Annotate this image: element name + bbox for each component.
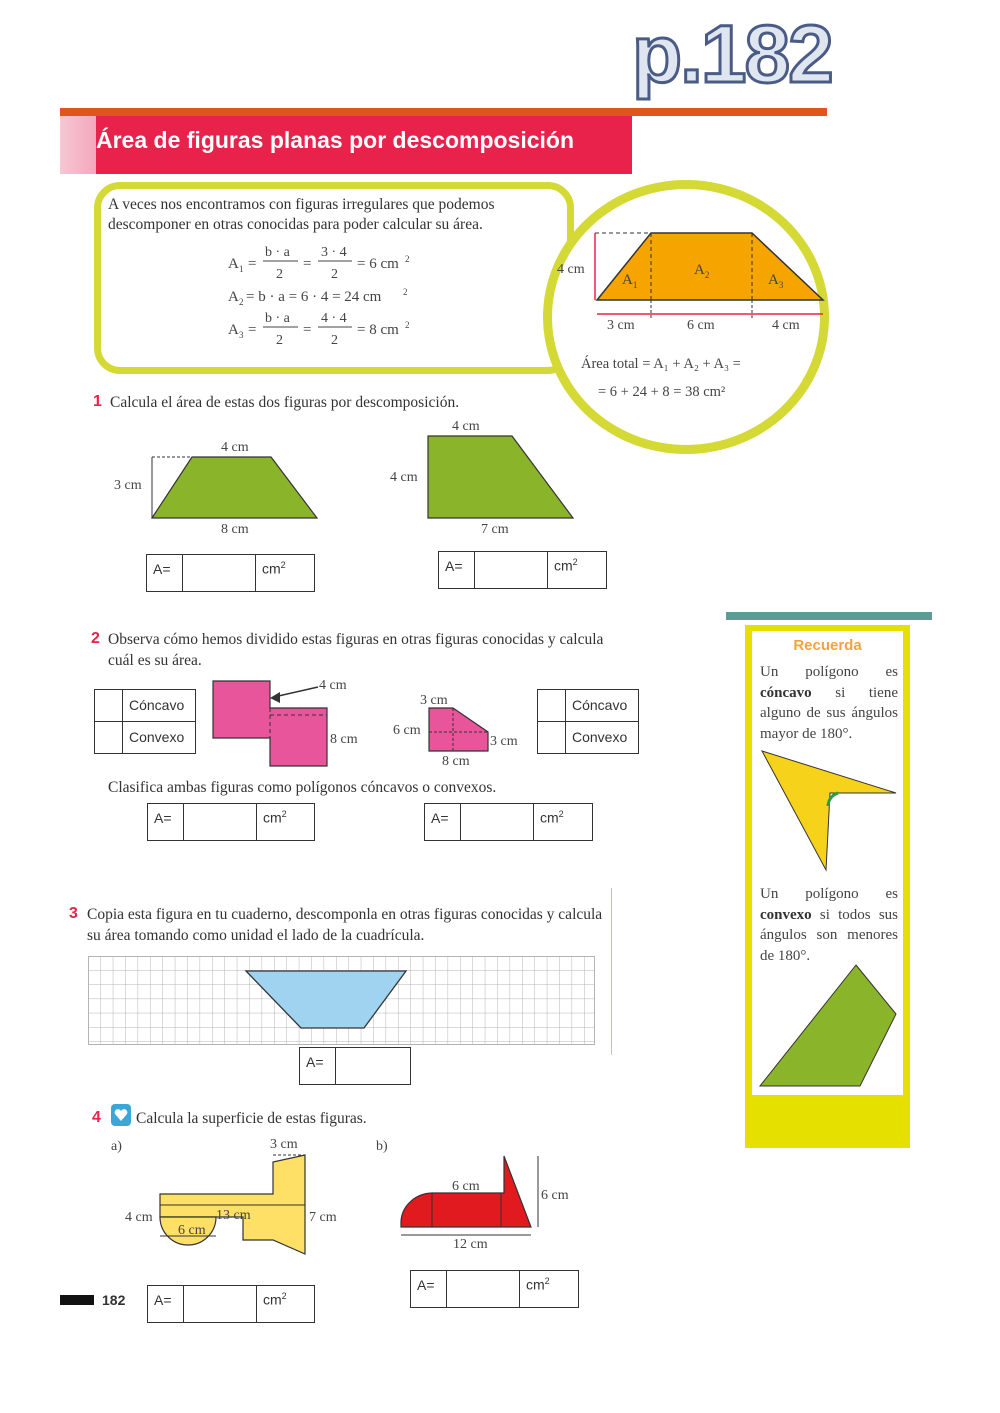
answer-unit: $cm^2$ bbox=[263, 1291, 287, 1308]
q2a-concave-checkbox[interactable] bbox=[95, 690, 123, 721]
answer-label: A= bbox=[300, 1048, 336, 1084]
svg-text:=: = bbox=[248, 322, 257, 338]
q1b-side-label: 4 cm bbox=[390, 470, 418, 485]
svg-text:2: 2 bbox=[403, 287, 408, 297]
q2-figure-b bbox=[426, 705, 492, 755]
q2-number: 2 bbox=[91, 630, 100, 647]
q3-grid-figure bbox=[88, 956, 596, 1046]
q4b-top-label: 6 cm bbox=[452, 1179, 480, 1194]
q1-figure-b bbox=[425, 433, 577, 521]
svg-text:A: A bbox=[228, 289, 239, 305]
q4a-answer-input[interactable] bbox=[184, 1286, 257, 1322]
footer-page-number: 182 bbox=[102, 1292, 126, 1308]
q4b-right-label: 6 cm bbox=[541, 1188, 569, 1203]
remember-convex-text: Un polígono es convexo si todos sus ángulos son menores de 180°. bbox=[760, 886, 898, 964]
q3-answer-input[interactable] bbox=[336, 1048, 408, 1084]
svg-text:= 8 cm: = 8 cm bbox=[357, 322, 399, 338]
svg-text:= b · a = 6 · 4 = 24 cm: = b · a = 6 · 4 = 24 cm bbox=[246, 289, 382, 305]
q2-text: Observa cómo hemos dividido estas figuras en otras figuras conocidas y calcula cuál es su área. bbox=[108, 631, 604, 669]
q4b-answer-box bbox=[410, 1270, 579, 1308]
q1b-bottom-label: 7 cm bbox=[481, 522, 509, 537]
remember-top-bar bbox=[726, 612, 932, 620]
svg-text:2: 2 bbox=[276, 333, 283, 348]
formula-a1 bbox=[228, 242, 428, 289]
formula-a3-svg bbox=[228, 308, 428, 350]
q2b-left-label: 6 cm bbox=[393, 723, 421, 738]
answer-label: A= bbox=[147, 555, 183, 591]
svg-text:2: 2 bbox=[331, 333, 338, 348]
q4a-answer-box bbox=[147, 1285, 315, 1323]
q3-text: Copia esta figura en tu cuaderno, descomponla en otras figuras conocidas y calcula su área tomando como unidad el lado de la cuadrícula. bbox=[87, 906, 603, 944]
q4a-label: a) bbox=[111, 1139, 122, 1154]
q2b-top-label: 3 cm bbox=[420, 693, 448, 708]
q1a-answer-box bbox=[146, 554, 315, 592]
q2a-convex-checkbox[interactable] bbox=[95, 722, 123, 753]
convex-label: Convexo bbox=[129, 729, 185, 745]
concave-polygon-illustration bbox=[758, 748, 900, 873]
q2b-bottom-label: 8 cm bbox=[442, 754, 470, 769]
q2b-answer-input[interactable] bbox=[461, 804, 534, 840]
q4a-middle-label: 13 cm bbox=[216, 1208, 251, 1223]
title-band bbox=[60, 108, 827, 116]
intro-text: A veces nos encontramos con figuras irregulares que podemos descomponer en otras conocidas para poder calcular su área. bbox=[108, 196, 495, 233]
answer-unit: $cm^2$ bbox=[263, 809, 287, 826]
svg-text:= 6 cm: = 6 cm bbox=[357, 256, 399, 272]
formula-a1-svg bbox=[228, 242, 428, 284]
q2-classify-text: Clasifica ambas figuras como polígonos cóncavos o convexos. bbox=[108, 779, 497, 796]
q2b-convex-checkbox[interactable] bbox=[538, 722, 566, 753]
page-label: p.182 bbox=[632, 9, 832, 100]
svg-text:3 · 4: 3 · 4 bbox=[321, 245, 347, 260]
remember-concave-text: Un polígono es cóncavo si tiene alguno de sus ángulos mayor de 180°. bbox=[760, 664, 898, 742]
svg-text:2: 2 bbox=[405, 254, 410, 264]
convex-polygon-illustration bbox=[756, 962, 902, 1090]
q3-divider bbox=[611, 888, 612, 1055]
q1-figure-a bbox=[145, 450, 325, 525]
q1b-answer-box bbox=[438, 551, 607, 589]
example-height-label: 4 cm bbox=[557, 262, 585, 277]
q3-answer-box bbox=[299, 1047, 411, 1085]
q4b-label: b) bbox=[376, 1139, 388, 1154]
q4-number: 4 bbox=[92, 1109, 101, 1126]
q2a-classify-box bbox=[94, 689, 196, 754]
q1-text: Calcula el área de estas dos figuras por descomposición. bbox=[110, 394, 460, 411]
svg-text:1: 1 bbox=[239, 264, 244, 274]
q1a-side-label: 3 cm bbox=[114, 478, 142, 493]
answer-label: A= bbox=[425, 804, 461, 840]
q2b-concave-checkbox[interactable] bbox=[538, 690, 566, 721]
formula-a2-svg bbox=[228, 285, 428, 307]
answer-unit: $cm^2$ bbox=[540, 809, 564, 826]
svg-text:2: 2 bbox=[405, 320, 410, 330]
svg-text:2: 2 bbox=[239, 297, 244, 307]
concave-label: Cóncavo bbox=[572, 697, 628, 713]
svg-text:A: A bbox=[228, 322, 239, 338]
svg-text:3: 3 bbox=[239, 330, 244, 340]
svg-text:4 · 4: 4 · 4 bbox=[321, 311, 347, 326]
example-a3-label: $A_3$ bbox=[768, 272, 784, 290]
answer-label: A= bbox=[411, 1271, 447, 1307]
remember-title: Recuerda bbox=[793, 637, 862, 654]
example-a1-label: $A_1$ bbox=[622, 272, 638, 290]
q2b-right-label: 3 cm bbox=[490, 734, 518, 749]
q4b-bottom-label: 12 cm bbox=[453, 1237, 488, 1252]
q1b-answer-input[interactable] bbox=[475, 552, 548, 588]
svg-text:2: 2 bbox=[331, 267, 338, 282]
footer-bar bbox=[60, 1295, 94, 1305]
answer-label: A= bbox=[148, 804, 184, 840]
q4a-top-label: 3 cm bbox=[270, 1137, 298, 1152]
q2a-answer-input[interactable] bbox=[184, 804, 257, 840]
q4a-semicircle-label: 6 cm bbox=[178, 1223, 206, 1238]
q4a-left-label: 4 cm bbox=[125, 1210, 153, 1225]
svg-text:b · a: b · a bbox=[265, 311, 290, 326]
answer-unit: $cm^2$ bbox=[262, 560, 286, 577]
answer-unit: $cm^2$ bbox=[554, 557, 578, 574]
q1a-bottom-label: 8 cm bbox=[221, 522, 249, 537]
q1b-top-label: 4 cm bbox=[452, 419, 480, 434]
heart-icon bbox=[111, 1104, 131, 1126]
q2a-answer-box bbox=[147, 803, 315, 841]
svg-text:2: 2 bbox=[276, 267, 283, 282]
example-base2-label: 6 cm bbox=[687, 318, 715, 333]
q2a-side-label: 8 cm bbox=[330, 732, 358, 747]
svg-text:=: = bbox=[303, 322, 312, 338]
q1-number: 1 bbox=[93, 393, 102, 410]
svg-text:b · a: b · a bbox=[265, 245, 290, 260]
formula-a3 bbox=[228, 308, 428, 355]
q2b-classify-box bbox=[537, 689, 639, 754]
answer-label: A= bbox=[148, 1286, 184, 1322]
q4b-answer-input[interactable] bbox=[447, 1271, 520, 1307]
answer-label: A= bbox=[439, 552, 475, 588]
convex-label: Convexo bbox=[572, 729, 628, 745]
svg-text:=: = bbox=[248, 256, 257, 272]
example-base1-label: 3 cm bbox=[607, 318, 635, 333]
q4-figure-b bbox=[396, 1153, 546, 1243]
q2b-answer-box bbox=[424, 803, 593, 841]
example-total-line1: Área total = A₁ + A₂ + A₃ = bbox=[581, 356, 741, 372]
example-total-line2: = 6 + 24 + 8 = 38 cm² bbox=[598, 384, 726, 400]
q1a-answer-input[interactable] bbox=[183, 555, 256, 591]
q2a-top-label: 4 cm bbox=[319, 678, 347, 693]
q3-number: 3 bbox=[69, 905, 78, 922]
example-base3-label: 4 cm bbox=[772, 318, 800, 333]
q4-text: Calcula la superficie de estas figuras. bbox=[136, 1110, 367, 1127]
concave-label: Cóncavo bbox=[129, 697, 185, 713]
section-title: Área de figuras planas por descomposición bbox=[96, 127, 575, 153]
svg-text:A: A bbox=[228, 256, 239, 272]
q1a-top-label: 4 cm bbox=[221, 440, 249, 455]
answer-unit: $cm^2$ bbox=[526, 1276, 550, 1293]
example-a2-label: $A_2$ bbox=[694, 262, 710, 280]
q2-figure-a bbox=[210, 678, 332, 770]
q4a-right-label: 7 cm bbox=[309, 1210, 337, 1225]
svg-text:=: = bbox=[303, 256, 312, 272]
